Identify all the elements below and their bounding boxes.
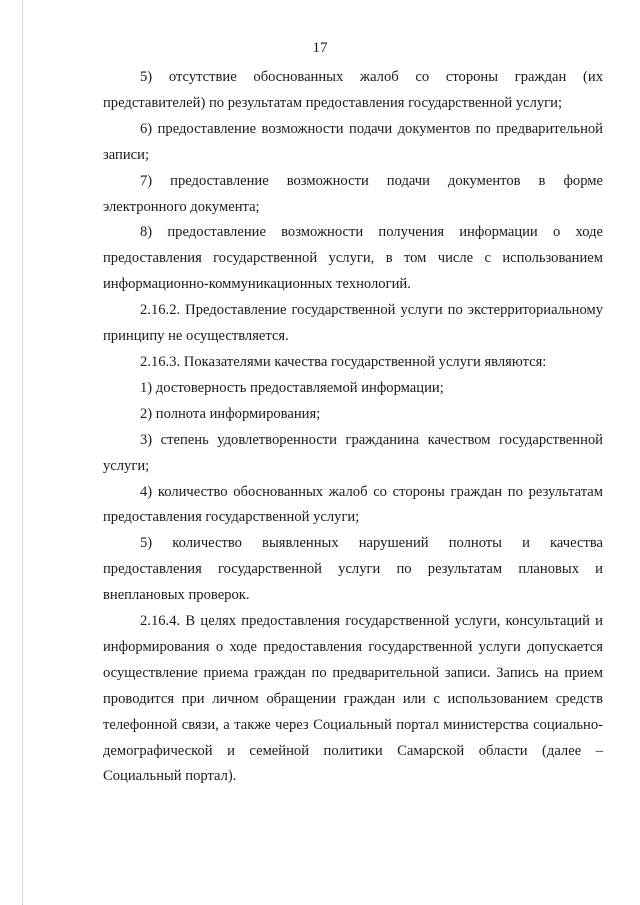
list-item-progress-information: 8) предоставление возможности получения информации о ходе предоставления государственной услуги, в том числе с использованием информационно-коммуникационных технологий. <box>103 224 603 293</box>
list-item-satisfaction: 3) степень удовлетворенности гражданина качеством государственной услуги; <box>103 431 603 474</box>
list-item-complaints-count: 4) количество обоснованных жалоб со стороны граждан по результатам предоставления государственной услуги; <box>103 483 603 526</box>
list-item-electronic-document: 7) предоставление возможности подачи документов в форме электронного документа; <box>103 172 603 215</box>
list-item-violations-count: 5) количество выявленных нарушений полноты и качества предоставления государственной услуги по результатам плановых и внеплановых проверок. <box>103 535 603 604</box>
clause-2-16-2: 2.16.2. Предоставление государственной услуги по экстерриториальному принципу не осуществляется. <box>103 302 603 345</box>
list-item-no-complaints: 5) отсутствие обоснованных жалоб со стороны граждан (их представителей) по результатам предоставления государственной услуги; <box>103 69 603 111</box>
list-item-preregistration: 6) предоставление возможности подачи документов по предварительной записи; <box>103 120 603 163</box>
list-item-completeness: 2) полнота информирования; <box>140 405 321 422</box>
clause-2-16-3: 2.16.3. Показателями качества государственной услуги являются: <box>140 353 547 370</box>
scan-margin-line <box>22 0 23 905</box>
document-body <box>103 65 603 790</box>
list-item-reliability: 1) достоверность предоставляемой информации; <box>140 379 444 396</box>
page-number: 17 <box>312 40 328 56</box>
clause-2-16-4: 2.16.4. В целях предоставления государственной услуги, консультаций и информирования о ходе предоставления государственной услуги допускается осуществление приема граждан по предварительной записи. Запись на прием проводится при личном обращении граждан или с использованием средств телефонной связи, а также через Социальный портал министерства социально-демографической и семейной политики Самарской области (далее – Социальный портал). <box>103 613 603 785</box>
